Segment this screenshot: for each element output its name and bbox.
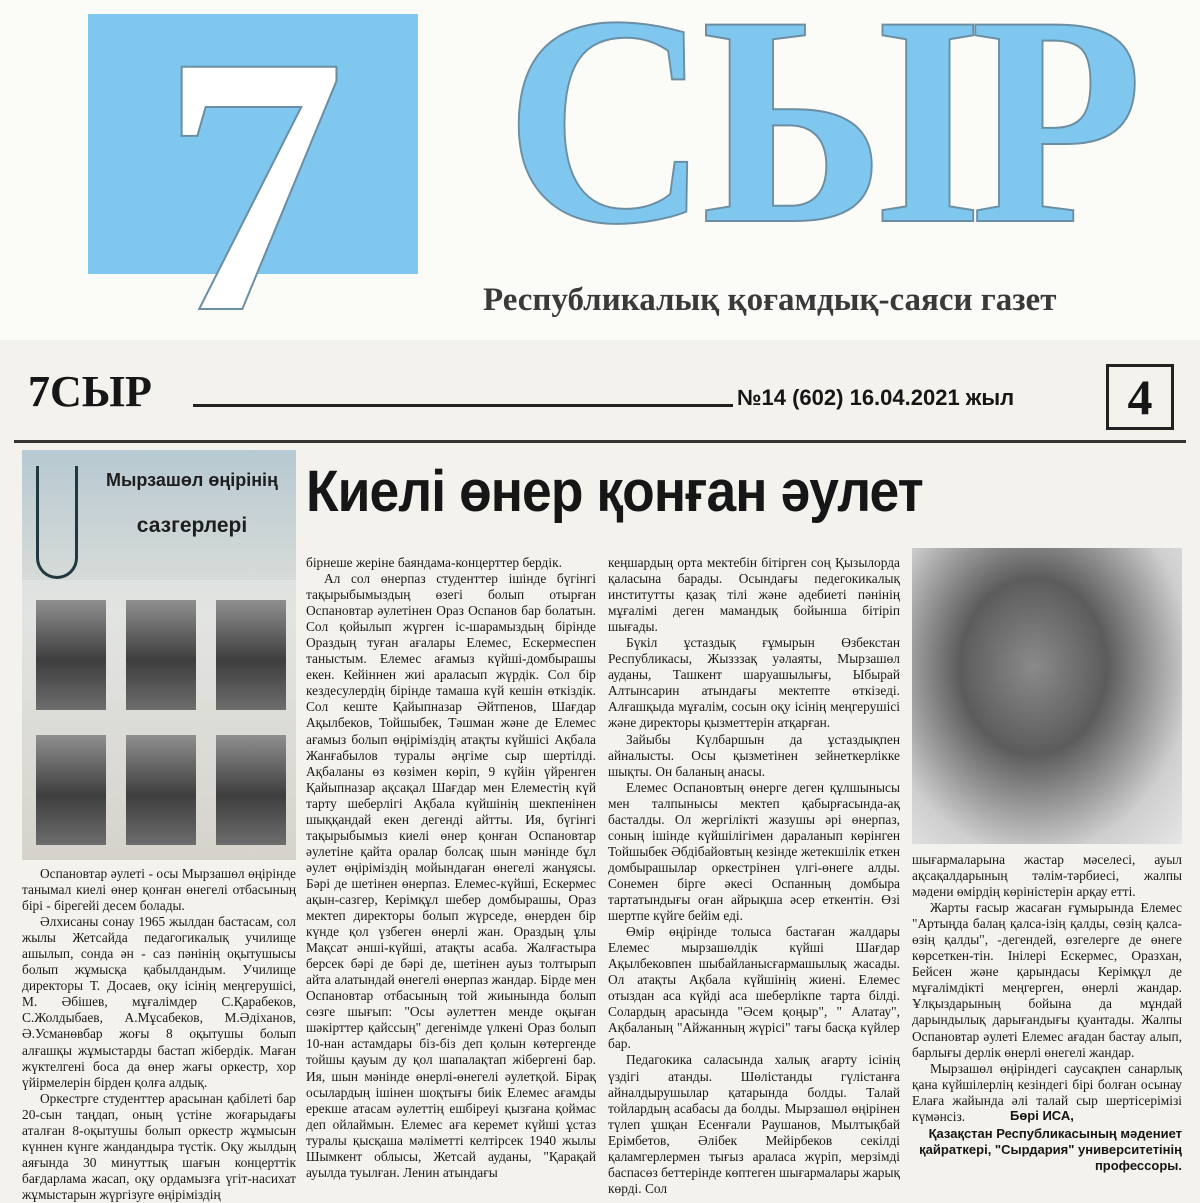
masthead [0, 0, 1200, 390]
paragraph: шығармаларына жастар мәселесі, ауыл ақсақалдарының тәлім-тәрбиесі, жалпы мәдени өмірдің көріністерін арқау етті. [912, 852, 1182, 900]
book-cover-title-line2: сазгерлері [136, 514, 248, 537]
paragraph: Әлхисаны сонау 1965 жылдан бастасам, сол жылы Жетсайда педагогикалық училище ашылып, сонда ән - саз пәнінің оқытушысы болып жұмысқа қабылдандым. Училище директоры Т. Досаев, оқу ісінің меңгерушісі, М. Әбішев, мұғалімдер С.Қарабеков, С.Жолдыбаев, А.Мұсабеков, М.Әдіханов, Ә.Усманөвбар жоғы 8 оқытушы болып алғашқы жұмыстарды бастап жібердік. Маған жүктелгені боса да өнер жағы оркестр, хор үйірмелерін бірден қолға алдық. [22, 914, 296, 1090]
running-head [0, 352, 1200, 438]
masthead-title: СЫР [505, 0, 1136, 286]
portrait-photo [126, 600, 196, 710]
book-cover-header [22, 450, 296, 580]
section-rule [14, 440, 1186, 443]
portrait-photo [36, 735, 106, 845]
paragraph: Елемес Оспановтың өнерге деген құлшынысы мен талпынысы мектеп қабырғасында-ақ басталды. Ол жергілікті жазушы әрі өнерпаз, соның ішінде күйшілігімен дараланып көрінген Тойшыбек Әбдібайовтың кезінде жетекшілік еткен домбырашылар оркестрінен үлгі-өнеге алды. Сонемен бірге әкесі Оспанның домбыра тартатындығы оған айрықша әсер еткентін. Өзі шертпе күйге бейім еді. [608, 779, 900, 924]
portrait-photo [216, 600, 286, 710]
article-column-1 [22, 866, 296, 1203]
paragraph: Оспановтар әулеті - осы Мырзашөл өңірінде танымал киелі өнер қонған өнегелі отбасының бірі - бірегейі десем болады. [22, 866, 296, 914]
running-head-line [193, 404, 733, 407]
paragraph: Педагокика саласында халық ағарту ісінің үздігі атанды. Шөлістанды гүлістанға айналдырушылар қатарында болды. Талай тойлардың асабасы да болды. Мырзашөл өңірінен түлеп ұшқан Есенғали Раушанов, Мылтықбай Ерімбетов, Әлібек Мейірбеков секілді қаламгерлермен тығыз араласа жүріп, мерзімді баспасөз беттерінде көптеген шығармалары жарық көрді. Сол [608, 1052, 900, 1196]
masthead-subtitle: Республикалық қоғамдық-саяси газет [483, 282, 1057, 318]
paragraph: Өмір өңірінде толыса бастаған жалдары Елемес мырзашөлдік күйші Шағдар Ақылбековпен шыбайланысғармашылық жасады. Ол атақты Ақбала күйшінің жиені. Елемес отыздан аса күйді аса шеберлікпе тарта білді. Солардың арасында "Әсем қоңыр", " Алатау", Ақбаланың "Айжанның жүрісі" тағы басқа күйлер бар. [608, 924, 900, 1052]
portrait-photo-elemes [912, 548, 1182, 844]
running-head-logo: 7СЫР [28, 367, 152, 416]
paragraph: Ал сол өнерпаз студенттер ішінде бүгінгі тақырыбымыздың өзегі болып отырған Оспановтар әулетінен Ораз Оспанов бар болатын. Сол қойылып жүрген іс-шарамыздың бірінде Ораздың туған ағалары Елемес, Ескермеспен таныстым. Елемес ағамыз күйші-домбырашы екен. Кейіннен жиі араласып жүрдік. Сол бір кездесулердің бірінде тамаша күй кешін өткіздік. Сол кеште Қайыпназар Әйтпенов, Шағдар Ақылбеков, Тойшыбек, Тәшман және де Елемес ағамыз болып өңіріміздің атақты күйшісі Ақбала Жанғабылов туралы әңгіме сыр шертілді. Ақбаланы өз көзімен көріп, 9 күйін үйренген Қайыпназар ақсақал Шағдар мен Елеместің күй тарту шеберлігі Ақбала күйшінің шекпенінен шыққандай екен дегенді айтты. Ия, бүгінгі тақырыбымыз киелі өнер қонған Оспановтар әулетіне қайта оралар болсақ шын мәнінде бұл әулет өңіріміздің мойындаған өнегелі жанұясы. Бәрі де шетінен өнерпаз. Елемес-күйші, Ескермес ақын-сазгер, Керімқұл шебер домбырашы, Ораз мектеп директоры болып жүрседе, өнерден бір күнде қол үзбеген өнерлі жан. Ораздың ұлы Мақсат әнші-күйші, атақты асаба. Жалғастыра берсек бәрі де бәрі де, шетінен ауыз толтырып айта алатындай өнегелі өнерпаз жандар. Бірде мен Оспановтар отбасының той жиынында болып сөзге шығып: "Осы әулеттен менде оқыған шәкірттер қайссың" дегенімде үлкені Ораз болып 10-нан астамдары біз-біз деп қолын көтергенде тойшы қауым ду қол шапалақтап жібергені бар. Ия, шын мәнінде өнерлі-өнегелі әулетқой. Бірақ осылардың ішінен шоқтығы биік Елемес ағамды ерекше атасам әулеттің ешбіреуі қызғана қоймас деп ойлаймын. Елемес аға керемет күйші ұстаз туралы қысқаша мәліметті келтірсек 1940 жылы Шымкент облысы, Жетсай ауданы, "Қарақай ауылда туылған. Ленин атындағы [306, 571, 596, 1180]
paragraph: Мырзашөл өңіріндегі саусақпен санарлық қана күйшілерлің кезіндегі бірі болған осынау Елаға жайында әлі талай сыр шертісерімізі күмәнсіз. [912, 1060, 1182, 1124]
paragraph: Жарты ғасыр жасаған ғұмырында Елемес "Артыңда балаң қалса-ізің қалды, сөзің қалса-өзің қалды", -дегендей, өзгелерге де өнеге көрсеткен-тін. Інілері Ескермес, Оразхан, Бейсен және қарындасы Керімқұл де мұғалімдікті меңгерген, өнерлі жандар. Ұлқыздарының бойына да мұндай дарындылық дарығандығы қуантады. Жалпы Оспановтар әулеті Елемес ағадан бастау алып, барлығы дерлік өнерлі өнегелі жандар. [912, 900, 1182, 1060]
article-column-3 [608, 555, 900, 1197]
hook-icon [36, 466, 78, 579]
masthead-seven-box [88, 0, 418, 390]
article-column-2 [306, 555, 596, 1181]
portrait-photo [36, 600, 106, 710]
article-headline: Киелі өнер қонған әулет [306, 459, 923, 524]
paragraph: Оркестрге студенттер арасынан қабілеті бар 20-сын таңдап, оның үстіне жоғарыдағы аталған 8-оқытушы болып оркестр жұмысын күннен күнге жандандыра түстік. Оқу жылдың аяғында 30 минуттық шағын концерттік бағдарлама жасап, оқу ордамызға үгіт-насихат жұмыстарын жүргізуге өңіріміздің [22, 1090, 296, 1202]
portrait-photo [216, 735, 286, 845]
portrait-photo [126, 735, 196, 845]
masthead-numeral: 7 [160, 0, 346, 390]
paragraph: бірнеше жеріне баяндама-концерттер бердік. [306, 555, 562, 570]
paragraph: Бүкіл ұстаздық ғұмырын Өзбекстан Республикасы, Жызззақ уәлаяты, Мырзашөл ауданы, Ташкент шаруашылығы, Ыбырай Алтынсарин атындағы мектепте өткізеді. Алғашқыда мұғалім, сосын оқу ісінің меңгерушісі және директоры қызметтерін атқарған. [608, 635, 900, 731]
issue-info: №14 (602) 16.04.2021 жыл [737, 385, 1015, 410]
author-name: Бөрі ИСА, [1010, 1108, 1074, 1123]
paragraph: кеңшардың орта мектебін бітірген соң Қызылорда қаласына барады. Осындағы педегокикалық институтты қазақ тілі және әдебиеті пәнінің мұғалімі деген мамандық бойынша бітіріп шығады. [608, 555, 900, 635]
paragraph: Зайыбы Күлбаршын да ұстаздықпен айналысты. Осы қызметінен зейнеткерлікке шықты. Он баланың анасы. [608, 731, 900, 779]
book-cover-photo [22, 450, 296, 860]
author-title: Қазақстан Республикасының мәдениет қайраткері, "Сырдария" университетінің профессоры. [919, 1126, 1182, 1173]
page-number: 4 [1106, 364, 1174, 430]
book-cover-title-line1: Мырзашөл өңірінің [106, 470, 278, 490]
article-column-4 [912, 852, 1182, 1125]
